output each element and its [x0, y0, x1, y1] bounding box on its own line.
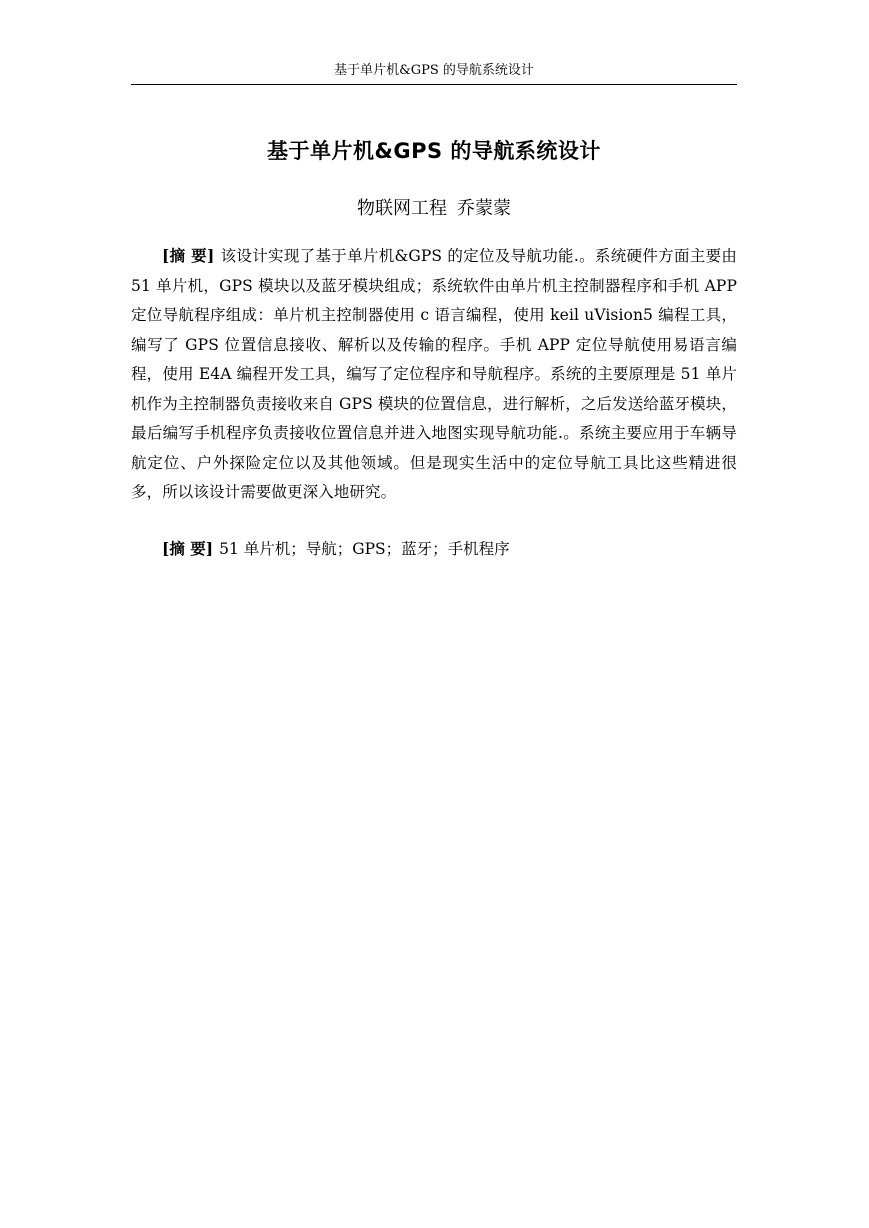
author-line	[131, 196, 737, 222]
keywords-label: [摘 要]	[162, 539, 214, 558]
keywords-text: 51 单片机；导航；GPS；蓝牙；手机程序	[219, 540, 510, 558]
abstract-label: [摘 要]	[162, 246, 215, 265]
header-rule	[131, 84, 737, 85]
department-name: 物联网工程	[357, 198, 447, 219]
abstract-paragraph	[131, 241, 737, 508]
running-header: 基于单片机&GPS 的导航系统设计	[334, 63, 534, 78]
keywords-paragraph	[131, 536, 737, 562]
author-name: 乔蒙蒙	[457, 198, 511, 219]
abstract-text: 该设计实现了基于单片机&GPS 的定位及导航功能.。系统硬件方面主要由 51 单片机，GPS 模块以及蓝牙模块组成；系统软件由单片机主控制器程序和手机 APP 定位导航程序组成：单片机主控制器使用 c 语言编程，使用 keil uVision5 编程工具，编写了 GPS 位置信息接收、解析以及传输的程序。手机 APP 定位导航使用易语言编程，使用 E4A 编程开发工具，编写了定位程序和导航程序。系统的主要原理是 51 单片机作为主控制器负责接收来自 GPS 模块的位置信息，进行解析，之后发送给蓝牙模块，最后编写手机程序负责接收位置信息并进入地图实现导航功能.。系统主要应用于车辆导航定位、户外探险定位以及其他领域。但是现实生活中的定位导航工具比这些精进很多，所以该设计需要做更深入地研究。	[131, 247, 737, 501]
paper-title: 基于单片机&GPS 的导航系统设计	[267, 139, 601, 163]
